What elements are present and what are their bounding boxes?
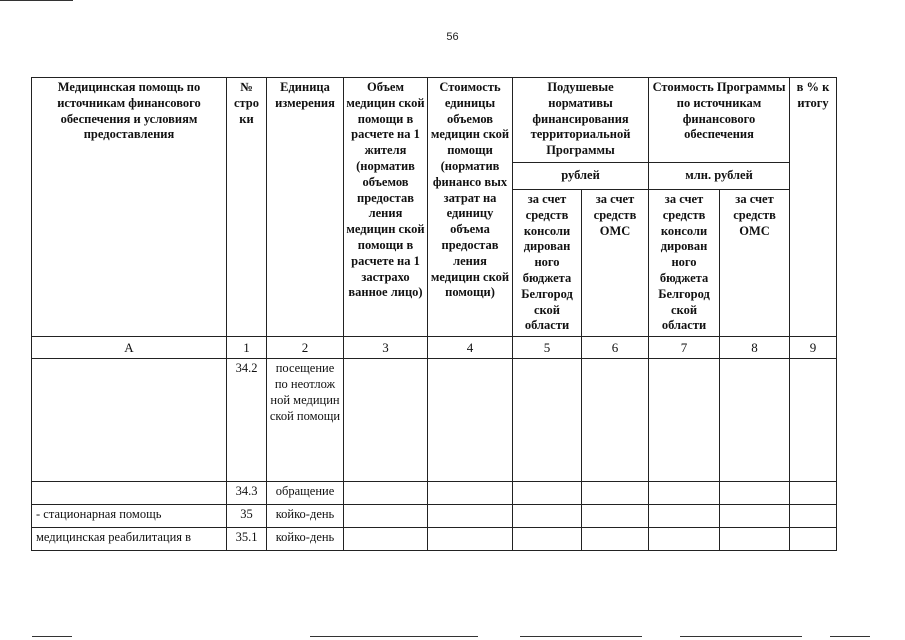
cell-oms-per-capita	[582, 359, 649, 482]
header-volume: Объем медицин ской помощи в расчете на 1 жителя (норматив объемов предостав ления медицин ской помощи в расчете на 1 застрахо ванное лицо)	[344, 78, 428, 337]
row-name	[32, 359, 227, 482]
header-program-cost: Стоимость Программы по источникам финансового обеспечения	[649, 78, 790, 163]
cell-oms-cost	[720, 528, 790, 551]
header-unit: Единица измерения	[267, 78, 344, 337]
row-number: 34.2	[227, 359, 267, 482]
cell-unit-cost	[428, 528, 513, 551]
row-unit: обращение	[267, 482, 344, 505]
header-budget-cost: за счет средств консоли дирован ного бюджета Белгород ской области	[649, 190, 720, 337]
cell-volume	[344, 528, 428, 551]
cell-oms-cost	[720, 482, 790, 505]
row-name: медицинская реабилитация в	[32, 528, 227, 551]
page-number: 56	[446, 31, 459, 43]
cell-budget-per-capita	[513, 505, 582, 528]
table-row	[32, 528, 837, 551]
cell-budget-per-capita	[513, 528, 582, 551]
cell-unit-cost	[428, 505, 513, 528]
row-number: 35.1	[227, 528, 267, 551]
cell-budget-cost	[649, 482, 720, 505]
bottom-rule-4	[680, 636, 802, 637]
header-percent-of-total: в % к итогу	[790, 78, 837, 337]
column-number: 2	[267, 337, 344, 359]
cell-budget-per-capita	[513, 359, 582, 482]
header-oms-cost: за счет средств ОМС	[720, 190, 790, 337]
financing-table-container	[31, 77, 836, 551]
cell-oms-per-capita	[582, 528, 649, 551]
cell-budget-cost	[649, 359, 720, 482]
bottom-rule-2	[310, 636, 478, 637]
cell-volume	[344, 482, 428, 505]
header-row-number: № стро ки	[227, 78, 267, 337]
header-oms-per-capita: за счет средств ОМС	[582, 190, 649, 337]
row-unit: койко-день	[267, 528, 344, 551]
cell-percent	[790, 505, 837, 528]
top-left-rule	[0, 0, 73, 1]
column-number: 5	[513, 337, 582, 359]
header-unit-million-rubles: млн. рублей	[649, 163, 790, 190]
column-number: 3	[344, 337, 428, 359]
financing-table	[31, 77, 837, 551]
cell-percent	[790, 482, 837, 505]
row-number: 34.3	[227, 482, 267, 505]
cell-budget-cost	[649, 528, 720, 551]
header-per-capita-norms: Подушевые нормативы финансирования территориальной Программы	[513, 78, 649, 163]
column-number: 8	[720, 337, 790, 359]
header-unit-cost: Стоимость единицы объемов медицин ской помощи (норматив финансо вых затрат на единицу объема предостав ления медицин ской помощи)	[428, 78, 513, 337]
bottom-rule-5	[830, 636, 870, 637]
header-assistance-type: Медицинская помощь по источникам финансового обеспечения и условиям предоставления	[32, 78, 227, 337]
column-number: 1	[227, 337, 267, 359]
table-row	[32, 505, 837, 528]
table-row	[32, 359, 837, 482]
column-number: 6	[582, 337, 649, 359]
cell-oms-cost	[720, 505, 790, 528]
cell-percent	[790, 528, 837, 551]
row-unit: койко-день	[267, 505, 344, 528]
column-number: 7	[649, 337, 720, 359]
cell-oms-per-capita	[582, 505, 649, 528]
cell-unit-cost	[428, 482, 513, 505]
cell-budget-per-capita	[513, 482, 582, 505]
row-name: - стационарная помощь	[32, 505, 227, 528]
cell-volume	[344, 505, 428, 528]
cell-budget-cost	[649, 505, 720, 528]
row-number: 35	[227, 505, 267, 528]
bottom-rule-1	[32, 636, 72, 637]
header-unit-rubles: рублей	[513, 163, 649, 190]
column-number-row	[32, 337, 837, 359]
cell-volume	[344, 359, 428, 482]
bottom-rule-3	[520, 636, 642, 637]
cell-oms-per-capita	[582, 482, 649, 505]
column-number: А	[32, 337, 227, 359]
row-name	[32, 482, 227, 505]
row-unit: посещение по неотлож ной медицин ской помощи	[267, 359, 344, 482]
column-number: 9	[790, 337, 837, 359]
table-row	[32, 482, 837, 505]
cell-oms-cost	[720, 359, 790, 482]
cell-percent	[790, 359, 837, 482]
header-budget-per-capita: за счет средств консоли дирован ного бюджета Белгород ской области	[513, 190, 582, 337]
cell-unit-cost	[428, 359, 513, 482]
column-number: 4	[428, 337, 513, 359]
